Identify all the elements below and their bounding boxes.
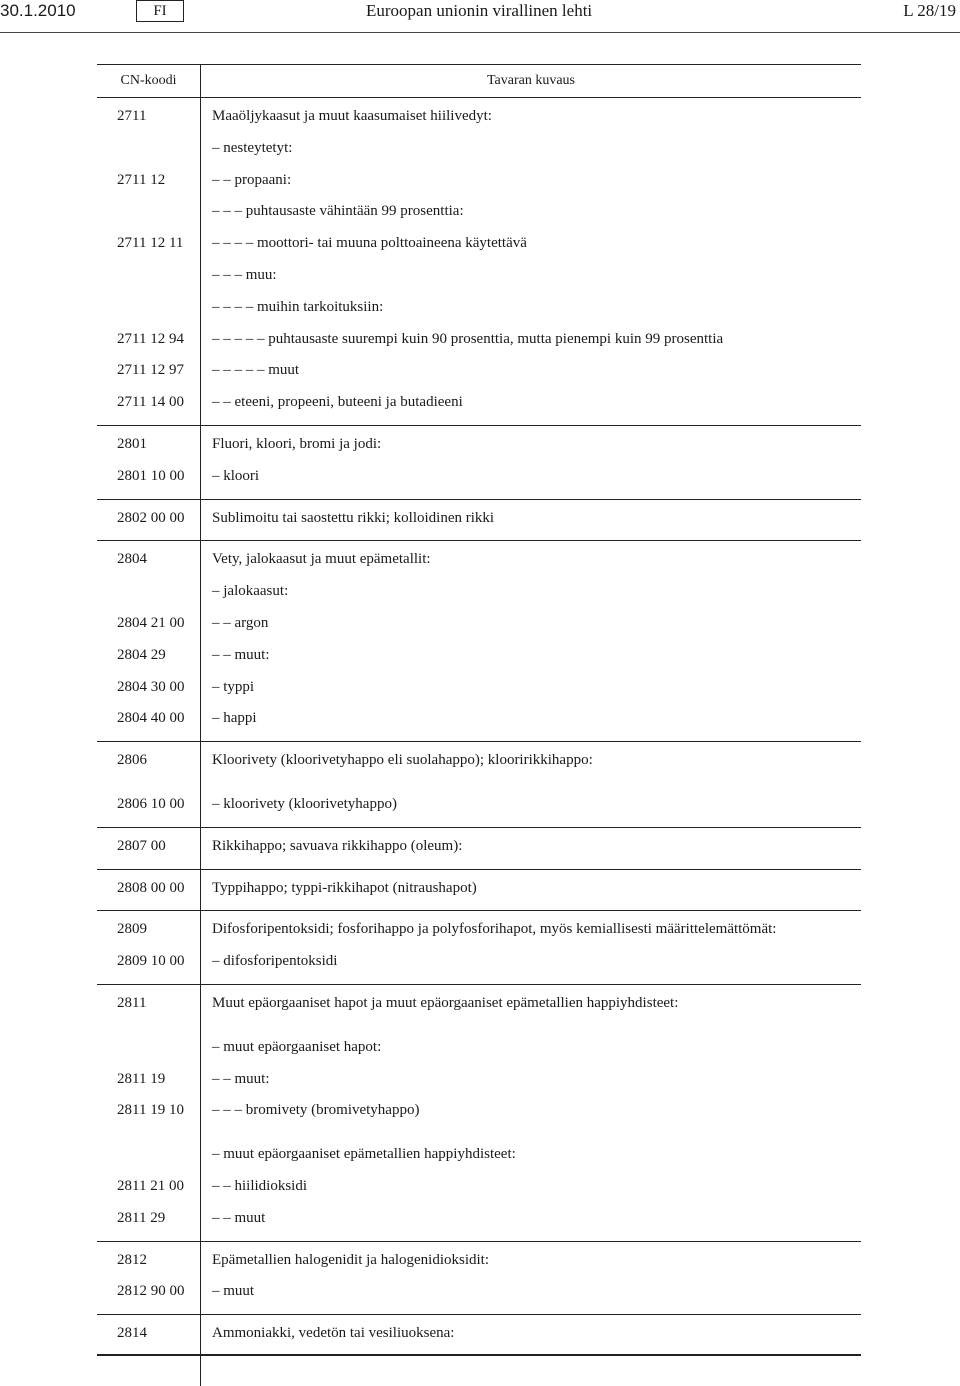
column-header-code: CN-koodi: [120, 73, 177, 88]
goods-description: – – – bromivety (bromivetyhappo): [212, 1102, 420, 1119]
goods-description: – – argon: [212, 614, 269, 631]
table-row: [97, 1203, 861, 1235]
goods-description: – – hiilidioksidi: [212, 1177, 308, 1194]
goods-description: – nesteytetyt:: [212, 139, 293, 156]
table-row: [97, 461, 861, 493]
table-row: [97, 228, 861, 260]
table-group: [97, 870, 861, 912]
cn-code: [97, 1139, 200, 1171]
table-row: [97, 873, 861, 905]
table-row: [97, 292, 861, 324]
goods-description: – – muut: [212, 1209, 266, 1226]
cn-code: 2806: [117, 752, 147, 769]
table-group: [97, 98, 861, 426]
cn-code: 2812: [117, 1251, 147, 1268]
table-row: [97, 355, 861, 387]
cn-code: 2811 29: [117, 1209, 166, 1226]
cn-code: 2804 29: [117, 646, 166, 663]
cn-code: 2804: [117, 551, 147, 568]
table-row: [97, 165, 861, 197]
table-row: [97, 946, 861, 978]
table-row: [97, 914, 861, 946]
goods-description: – – – – muihin tarkoituksiin:: [212, 298, 384, 315]
cn-code: 2804 30 00: [117, 678, 185, 695]
goods-description: – muut epäorgaaniset epämetallien happiyhdisteet:: [212, 1146, 516, 1163]
column-header-description: Tavaran kuvaus: [486, 73, 576, 88]
table-row: [97, 1139, 861, 1171]
cn-code: [97, 196, 200, 228]
cn-code: 2809: [117, 921, 147, 938]
cn-code: 2802 00 00: [117, 509, 185, 526]
cn-code: [97, 1032, 200, 1064]
table-row: [97, 703, 861, 735]
cn-code: 2711 12 11: [117, 235, 184, 252]
cn-code: 2711 12 94: [117, 330, 184, 347]
table-row: [97, 576, 861, 608]
table-group: [97, 500, 861, 542]
cn-code: 2811 19 10: [117, 1102, 184, 1119]
page-reference: L 28/19: [903, 1, 956, 20]
table-row: [97, 387, 861, 419]
goods-description: Fluori, kloori, bromi ja jodi:: [212, 435, 382, 452]
goods-description: – – – – moottori- tai muuna polttoaineena käytettävä: [212, 235, 527, 252]
table-row: [97, 324, 861, 356]
table-group: [97, 1315, 861, 1356]
goods-description: – kloori: [212, 467, 260, 484]
table-row: [97, 1171, 861, 1203]
table-row: [97, 544, 861, 576]
cn-code: 2711 14 00: [117, 394, 184, 411]
goods-description: – kloorivety (kloorivetyhappo): [212, 795, 397, 812]
cn-code: 2809 10 00: [117, 953, 185, 970]
table-row: [97, 1064, 861, 1096]
table-row: [97, 988, 861, 1020]
row-spacer: [97, 1127, 861, 1139]
cn-code: 2814: [117, 1325, 147, 1342]
table-row: [97, 1245, 861, 1277]
cn-code: 2711 12 97: [117, 362, 184, 379]
publication-date: 30.1.2010: [0, 1, 76, 20]
goods-description: – happi: [212, 710, 257, 727]
goods-description: Vety, jalokaasut ja muut epämetallit:: [212, 551, 431, 568]
goods-description: Epämetallien halogenidit ja halogenidioksidit:: [212, 1251, 490, 1268]
table-group: [97, 742, 861, 828]
cn-code: 2808 00 00: [117, 879, 185, 896]
cn-code: 2711: [117, 108, 147, 124]
goods-description: – – – – – puhtausaste suurempi kuin 90 prosenttia, mutta pienempi kuin 99 prosenttia: [212, 330, 724, 347]
table-row: [97, 1276, 861, 1308]
goods-description: – – – puhtausaste vähintään 99 prosenttia:: [212, 203, 464, 220]
table-row: [97, 429, 861, 461]
cn-code: [97, 260, 200, 292]
table-group: [97, 426, 861, 500]
table-group: [97, 828, 861, 870]
goods-description: – muut: [212, 1283, 255, 1300]
table-group: [97, 985, 861, 1242]
table-row: [97, 196, 861, 228]
page-header: [0, 0, 960, 34]
goods-description: – – eteeni, propeeni, buteeni ja butadieeni: [212, 394, 463, 411]
language-badge: FI: [136, 0, 184, 22]
cn-code: 2801: [117, 435, 147, 452]
table-group: [97, 1242, 861, 1316]
goods-description: Difosforipentoksidi; fosforihappo ja polyfosforihapot, myös kemiallisesti määrittelemättömät:: [212, 921, 777, 938]
cn-code: 2711 12: [117, 171, 166, 188]
cn-code: 2811 19: [117, 1070, 166, 1087]
goods-description: Maaöljykaasut ja muut kaasumaiset hiilivedyt:: [212, 108, 492, 124]
cn-code: 2804 40 00: [117, 710, 185, 727]
table-row: [97, 789, 861, 821]
table-row: [97, 1032, 861, 1064]
cn-code: 2806 10 00: [117, 795, 185, 812]
goods-description: – – muut:: [212, 646, 270, 663]
table-group: [97, 541, 861, 742]
cn-code: 2804 21 00: [117, 614, 185, 631]
goods-description: – typpi: [212, 678, 255, 695]
table-row: [97, 101, 861, 133]
row-spacer: [97, 1020, 861, 1032]
goods-description: Muut epäorgaaniset hapot ja muut epäorgaaniset epämetallien happiyhdisteet:: [212, 994, 679, 1011]
table-header: [97, 64, 861, 98]
goods-description: – difosforipentoksidi: [212, 953, 338, 970]
cn-code: [97, 292, 200, 324]
table-row: [97, 672, 861, 704]
cn-code: 2812 90 00: [117, 1283, 185, 1300]
table-row: [97, 1095, 861, 1127]
cn-code: 2801 10 00: [117, 467, 185, 484]
table-row: [97, 745, 861, 777]
table-group: [97, 911, 861, 985]
table-row: [97, 503, 861, 535]
goods-description: Kloorivety (kloorivetyhappo eli suolahappo); klooririkkihappo:: [212, 752, 593, 769]
table-row: [97, 608, 861, 640]
cn-code-table: [97, 64, 861, 1356]
cn-code: [97, 133, 200, 165]
cn-code: [97, 576, 200, 608]
goods-description: Rikkihappo; savuava rikkihappo (oleum):: [212, 837, 463, 854]
goods-description: Sublimoitu tai saostettu rikki; kolloidinen rikki: [212, 509, 495, 526]
journal-title: Euroopan unionin virallinen lehti: [366, 1, 593, 20]
goods-description: Typpihappo; typpi-rikkihapot (nitraushapot): [212, 879, 477, 896]
header-rule: [0, 32, 960, 33]
cn-code: 2807 00: [117, 837, 166, 854]
cn-code: 2811 21 00: [117, 1177, 184, 1194]
goods-description: – – – – – muut: [212, 362, 300, 379]
table-row: [97, 260, 861, 292]
goods-description: – – propaani:: [212, 171, 292, 188]
table-row: [97, 1318, 861, 1350]
goods-description: – – – muu:: [212, 266, 277, 283]
table-row: [97, 133, 861, 165]
goods-description: – – muut:: [212, 1070, 270, 1087]
row-spacer: [97, 777, 861, 789]
goods-description: – jalokaasut:: [212, 583, 289, 600]
table-row: [97, 640, 861, 672]
table-body: [97, 98, 861, 1356]
goods-description: Ammoniakki, vedetön tai vesiliuoksena:: [212, 1325, 455, 1342]
goods-description: – muut epäorgaaniset hapot:: [212, 1038, 382, 1055]
cn-code: 2811: [117, 994, 147, 1011]
table-row: [97, 831, 861, 863]
column-divider: [200, 64, 201, 1386]
